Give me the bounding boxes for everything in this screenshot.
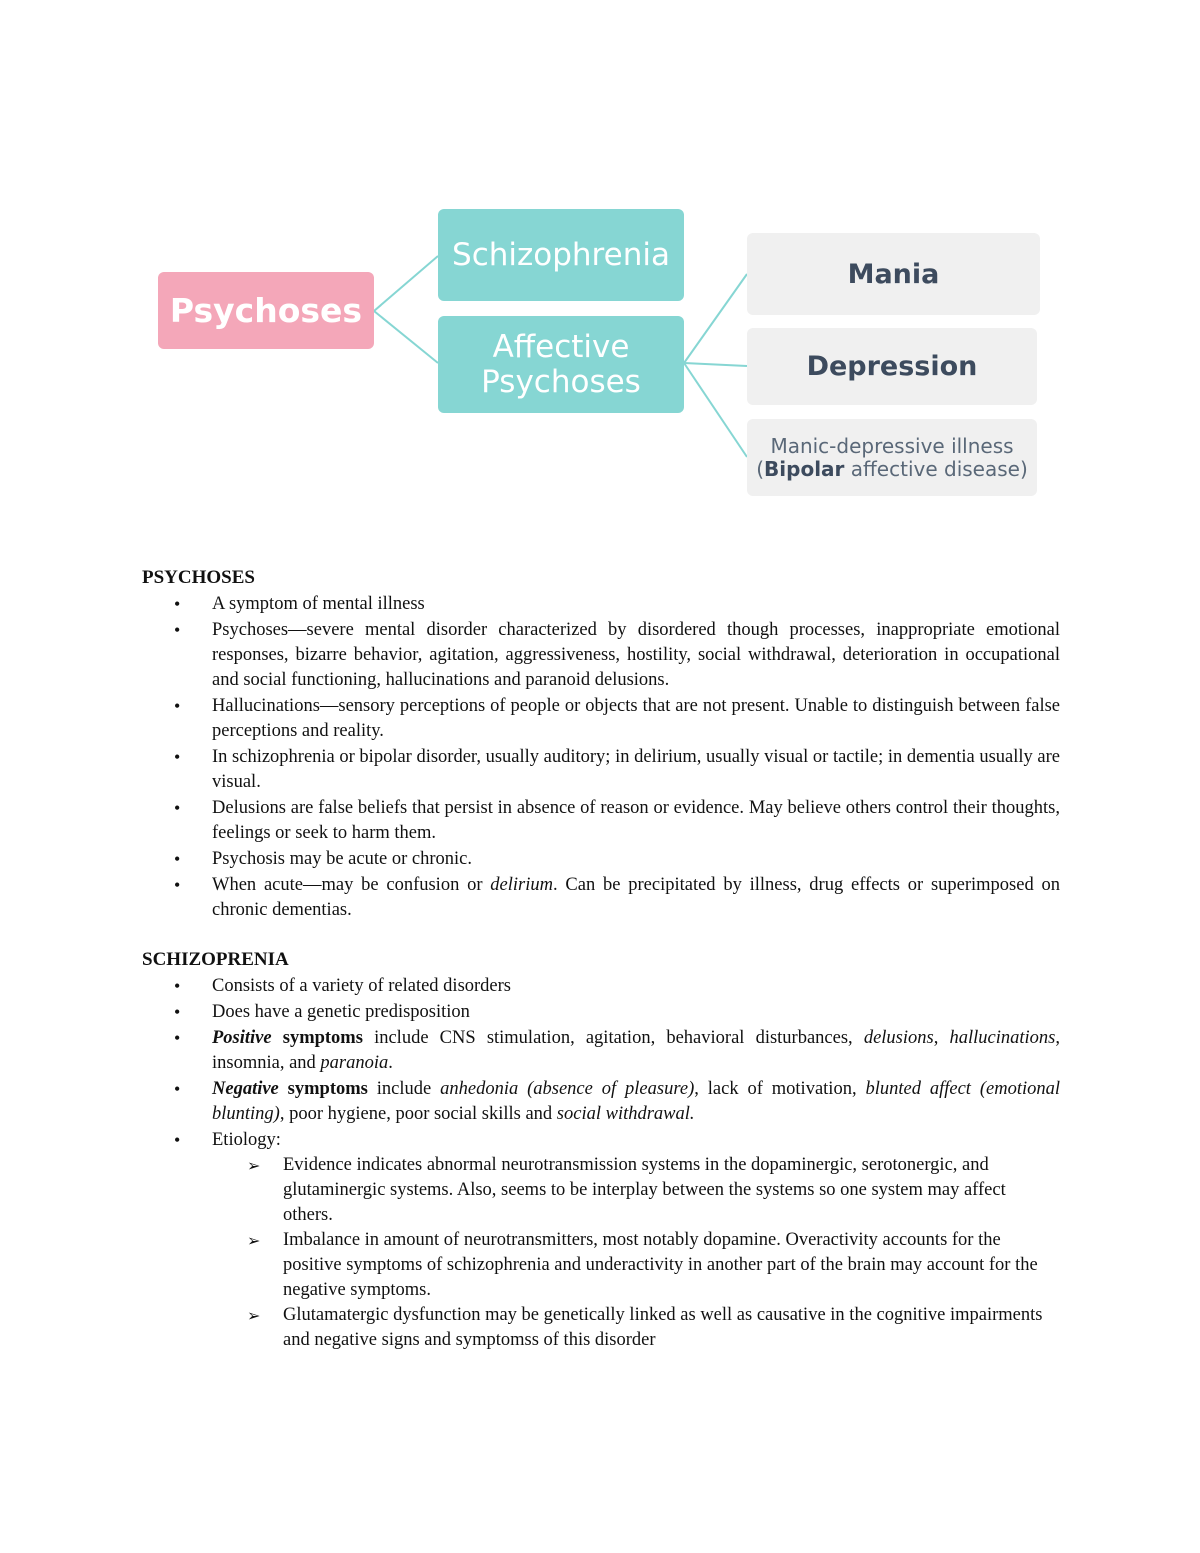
node-schizophrenia-label: Schizophrenia [452,236,670,273]
node-bipolar-line1: Manic-depressive illness [770,433,1014,458]
section-title-schizophrenia: SCHIZOPRENIA [142,949,289,970]
list-item-negative-symptoms: • Negative symptoms include anhedonia (absence of pleasure), lack of motivation, blunted affect (emotional blunting), poor hygiene, poor social skills and social withdrawal. [142,1077,1060,1127]
sub-list-item: ➢ Glutamatergic dysfunction may be genetically linked as well as causative in the cognitive impairments and negative signs and symptomss of this disorder [212,1303,1060,1353]
node-bipolar-line2: (Bipolar affective disease) [756,456,1028,481]
etiology-label: Etiology: [212,1130,281,1150]
connector-affective-depression [684,363,747,366]
list-item: • Consists of a variety of related disorders [142,974,1060,999]
list-item: • Psychoses—severe mental disorder characterized by disordered though processes, inappropriate emotional responses, bizarre behavior, agitation, aggressiveness, hostility, social withdrawal, deterioration in occupational and social functioning, hallucinations and paranoid delusions. [142,618,1060,693]
node-affective-psychoses [438,316,684,413]
list-item: • Delusions are false beliefs that persist in absence of reason or evidence. May believe others control their thoughts, feelings or seek to harm them. [142,796,1060,846]
psychoses-list [142,592,1060,923]
document-body [142,565,1060,1354]
node-bipolar [747,419,1037,496]
list-item: • When acute—may be confusion or delirium. Can be precipitated by illness, drug effects or superimposed on chronic dementias. [142,873,1060,923]
node-depression-label: Depression [806,351,978,382]
node-schizophrenia [438,209,684,301]
sub-list-item: ➢ Evidence indicates abnormal neurotransmission systems in the dopaminergic, serotonergic, and glutaminergic systems. Also, seems to be interplay between the systems so one system may affect others. [212,1153,1060,1228]
list-item-positive-symptoms: • Positive symptoms include CNS stimulation, agitation, behavioral disturbances, delusions, hallucinations, insomnia, and paranoia. [142,1026,1060,1076]
etiology-sublist [212,1153,1060,1353]
list-item: • A symptom of mental illness [142,592,1060,617]
node-psychoses [158,272,374,349]
list-item: • Does have a genetic predisposition [142,1000,1060,1025]
list-item: • In schizophrenia or bipolar disorder, usually auditory; in delirium, usually visual or tactile; in dementia usually are visual. [142,745,1060,795]
list-item: • Hallucinations—sensory perceptions of people or objects that are not present. Unable to distinguish between false perceptions and reality. [142,694,1060,744]
schizophrenia-list [142,974,1060,1353]
node-affective-label: Affective Psychoses [481,328,641,400]
node-mania-label: Mania [847,258,940,290]
sub-list-item: ➢ Imbalance in amount of neurotransmitters, most notably dopamine. Overactivity accounts for the positive symptoms of schizophrenia and underactivity in another part of the brain may account for the negative symptoms. [212,1228,1060,1303]
section-title-psychoses: PSYCHOSES [142,567,255,588]
node-psychoses-label: Psychoses [169,291,363,330]
list-item: • Psychosis may be acute or chronic. [142,847,1060,872]
connector-root-schizophrenia [374,256,438,311]
list-item-etiology [142,1128,1060,1353]
node-depression [747,328,1037,405]
connector-affective-bipolar [684,363,747,457]
psychoses-diagram [0,0,1200,520]
node-mania [747,233,1040,315]
connector-root-affective [374,311,438,363]
connector-affective-mania [684,274,747,363]
